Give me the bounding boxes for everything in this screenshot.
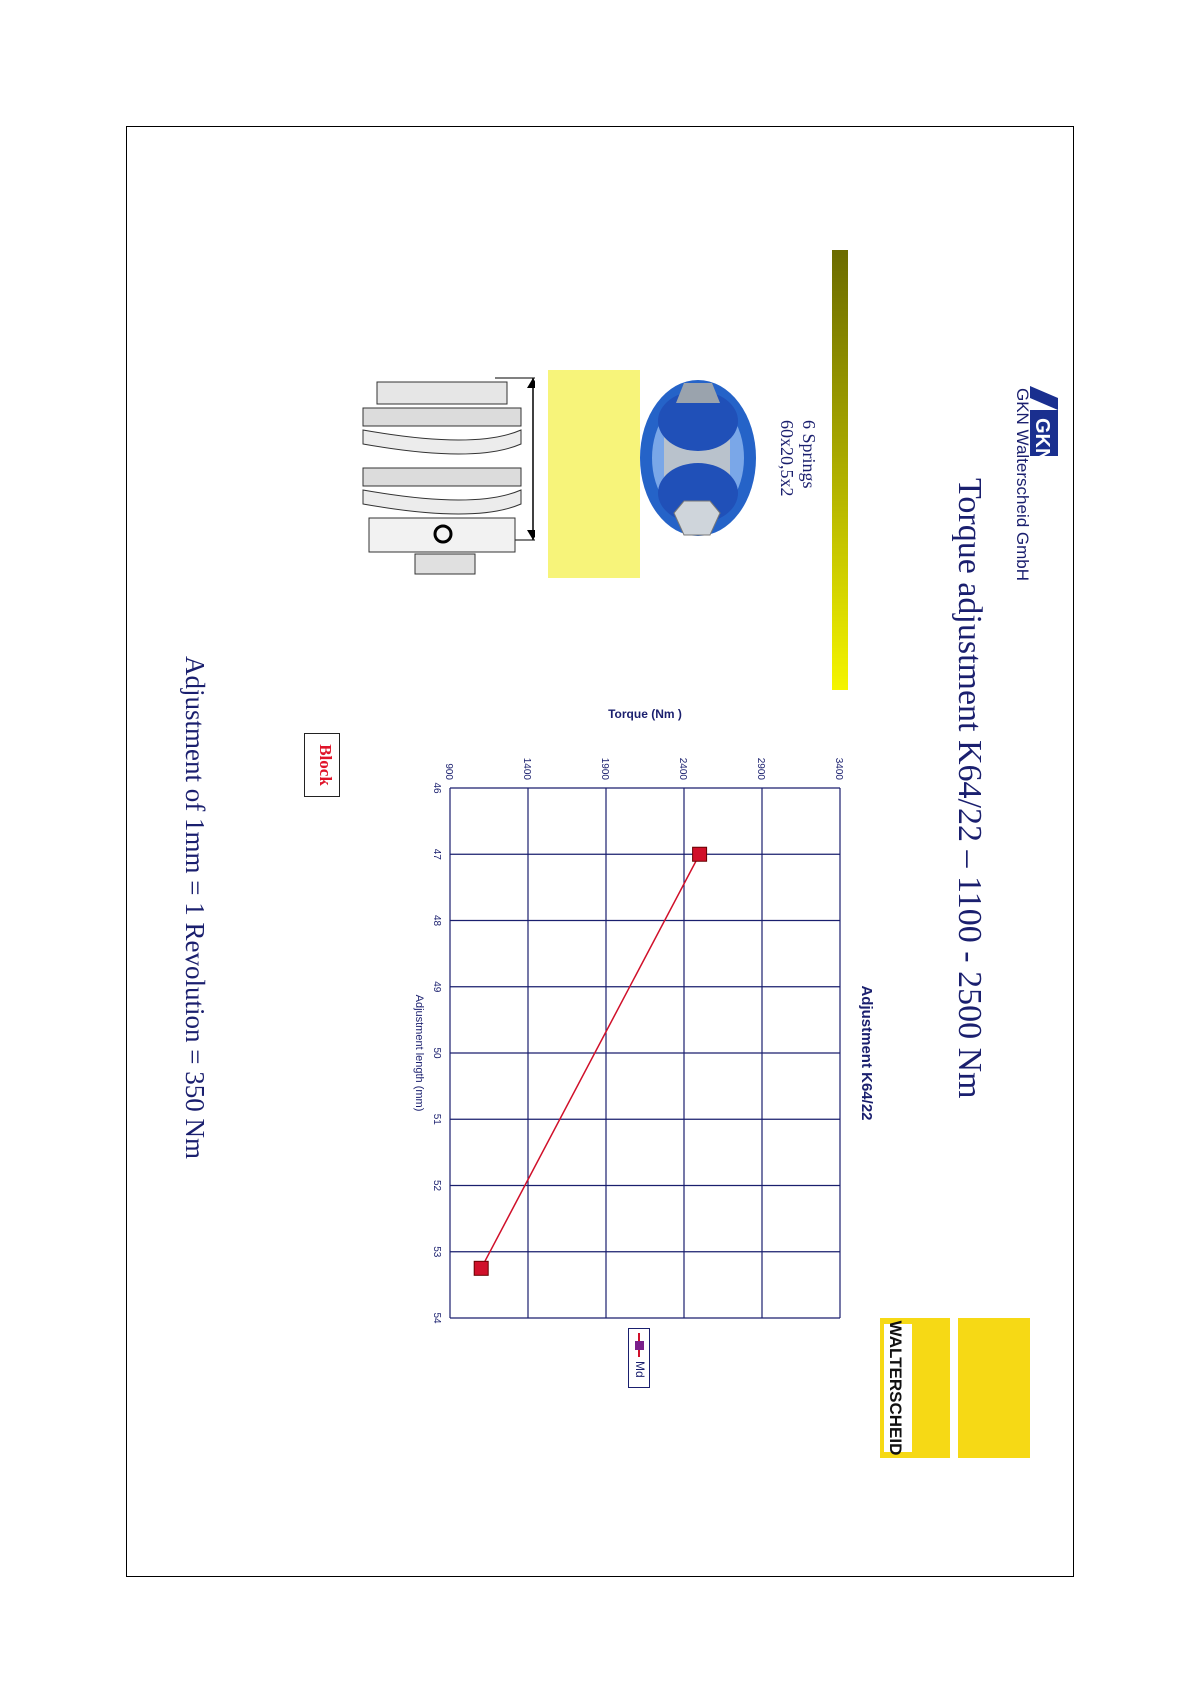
legend-label: Md — [633, 1361, 647, 1378]
x-tick-label: 53 — [431, 1246, 442, 1258]
svg-text:GKN: GKN — [1031, 418, 1053, 463]
y-tick-label: 3400 — [833, 757, 844, 780]
chart-legend — [628, 1328, 650, 1388]
x-tick-label: 51 — [431, 1113, 442, 1125]
x-axis-label: Adjustment length (mm) — [413, 994, 425, 1112]
block-annotation — [304, 733, 340, 797]
accent-bar — [832, 250, 848, 690]
company-name: GKN Walterscheid GmbH — [1013, 388, 1032, 582]
adjustment-note: Adjustment of 1mm = 1 Revolution = 350 Nm — [180, 656, 210, 1159]
y-tick-label: 900 — [443, 763, 454, 780]
legend-marker-icon — [629, 1331, 649, 1361]
x-tick-label: 48 — [431, 914, 442, 927]
coupling-photo — [630, 363, 770, 553]
data-point-marker — [474, 1261, 488, 1275]
springs-size: 60x20,5x2 — [777, 420, 797, 497]
x-tick-label: 54 — [431, 1312, 442, 1324]
yellow-highlight-box — [548, 370, 640, 578]
svg-text:WALTERSCHEID: WALTERSCHEID — [886, 1320, 905, 1456]
x-tick-label: 46 — [431, 782, 442, 794]
y-tick-label: 1400 — [521, 757, 532, 780]
springs-count: 6 Springs — [799, 420, 819, 489]
y-tick-label: 2900 — [755, 757, 766, 780]
x-tick-label: 47 — [431, 848, 442, 860]
data-point-marker — [693, 847, 707, 861]
gkn-logo — [1028, 384, 1060, 464]
walterscheid-logo — [880, 1318, 1030, 1458]
y-axis-label: Torque (Nm ) — [608, 707, 682, 721]
coupling-drawing — [355, 368, 535, 588]
block-label: Block — [316, 744, 335, 786]
springs-spec — [776, 420, 820, 497]
x-tick-label: 50 — [431, 1047, 442, 1059]
y-tick-label: 2400 — [677, 757, 688, 780]
chart-title: Adjustment K64/22 — [858, 985, 875, 1121]
series-line — [481, 854, 699, 1268]
x-tick-label: 49 — [431, 981, 442, 993]
x-tick-label: 52 — [431, 1179, 442, 1192]
y-tick-label: 1900 — [599, 757, 610, 780]
page-title: Torque adjustment K64/22 – 1100 - 2500 Nm — [951, 478, 988, 1099]
slide — [100, 158, 1060, 1558]
